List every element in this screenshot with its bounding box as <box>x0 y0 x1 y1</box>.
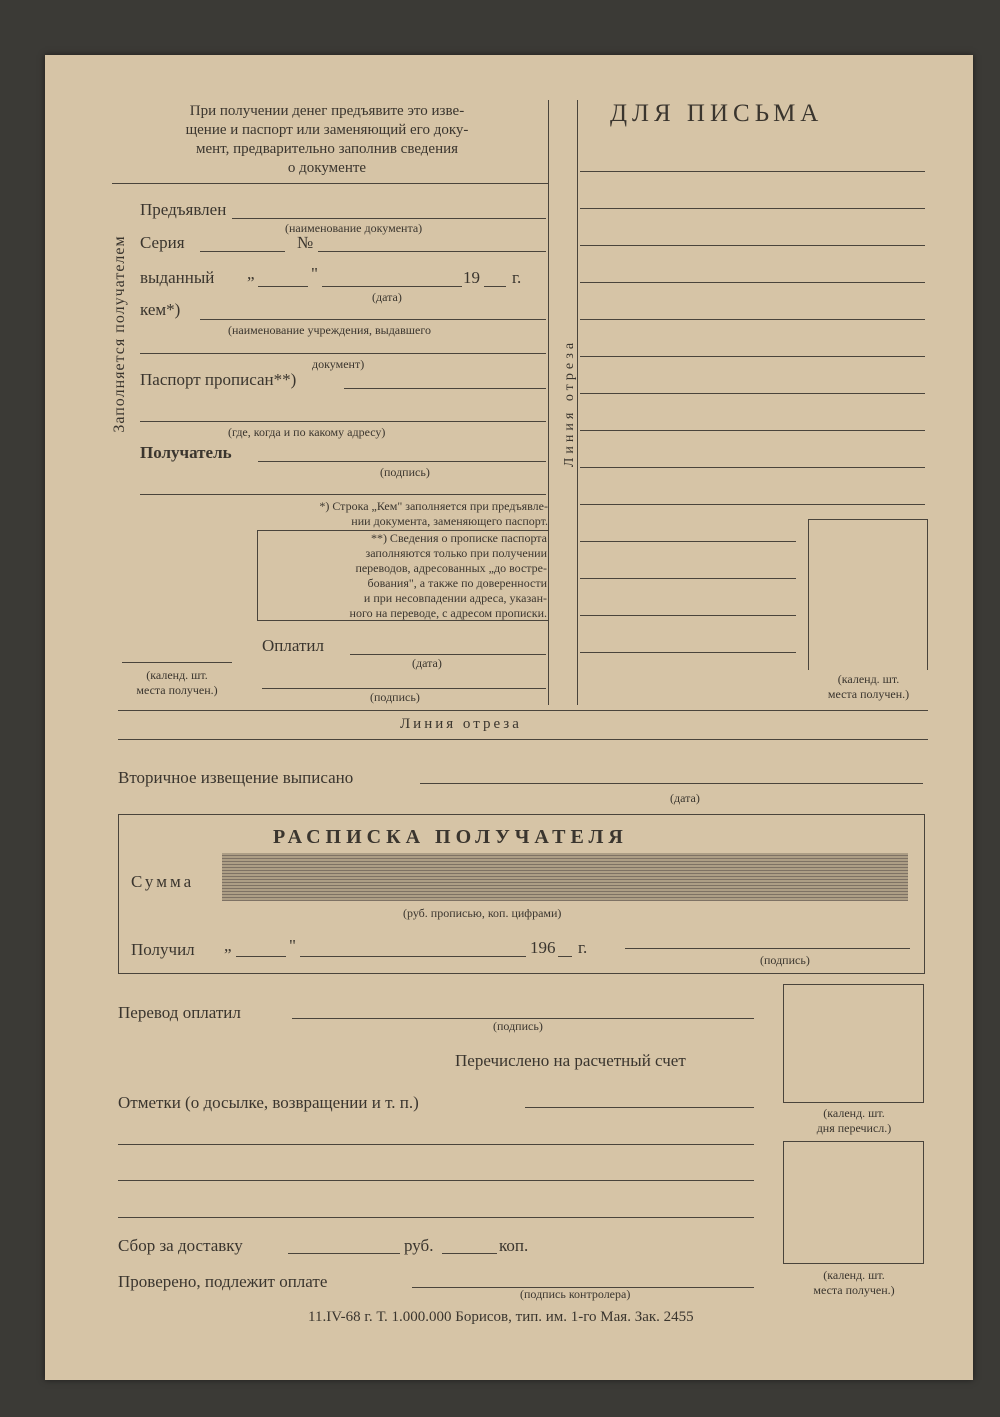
letter-line[interactable] <box>580 393 925 394</box>
paid-date-hint: (дата) <box>412 656 442 670</box>
stamp-left-caption <box>112 668 242 698</box>
footnote-2-line-4: бования", а также по доверенности <box>367 576 547 590</box>
number-field[interactable] <box>318 251 546 252</box>
receipt-title: РАСПИСКА ПОЛУЧАТЕЛЯ <box>273 826 628 848</box>
series-label: Серия <box>140 233 185 252</box>
presented-field[interactable] <box>232 218 546 219</box>
stamp-transfer-caption-1: (календ. шт. <box>823 1106 885 1120</box>
number-label: № <box>297 233 314 252</box>
delivery-fee-rub: руб. <box>404 1236 434 1255</box>
presented-label: Предъявлен <box>140 200 227 219</box>
letter-line[interactable] <box>580 578 796 579</box>
footnote-1-line-2: нии документа, заменяющего паспорт. <box>351 514 548 528</box>
delivery-fee-rub-field[interactable] <box>288 1253 400 1254</box>
letter-line[interactable] <box>580 652 796 653</box>
letter-line[interactable] <box>580 282 925 283</box>
header-line-4: о документе <box>287 160 367 176</box>
where-when-hint: (где, когда и по какому адресу) <box>228 425 386 439</box>
recipient-signature-hint: (подпись) <box>380 465 430 479</box>
vertical-cut-label: Линия отреза <box>562 338 577 468</box>
receipt-sum-hint: (руб. прописью, коп. цифрами) <box>403 906 562 920</box>
letter-line[interactable] <box>580 245 925 246</box>
paid-signature-field[interactable] <box>262 688 546 689</box>
by-whom-field-2[interactable] <box>140 353 546 354</box>
stamp-transfer-caption-2: дня перечисл.) <box>816 1121 892 1135</box>
letter-line[interactable] <box>580 171 925 172</box>
header-instruction <box>112 102 542 178</box>
marks-field-2[interactable] <box>118 1144 754 1145</box>
print-imprint: 11.IV-68 г. Т. 1.000.000 Борисов, тип. им. 1-го Мая. Зак. 2455 <box>308 1309 694 1325</box>
marks-label: Отметки (о досылке, возвращении и т. п.) <box>118 1093 419 1112</box>
header-line-2: щение и паспорт или заменяющий его доку- <box>185 122 469 138</box>
footnote-1-line-1: *) Строка „Кем" заполняется при предъявле- <box>319 499 548 513</box>
delivery-fee-kop-field[interactable] <box>442 1253 497 1254</box>
issued-year-field[interactable] <box>484 286 506 287</box>
letter-line[interactable] <box>580 356 925 357</box>
secondary-notice-field[interactable] <box>420 783 923 784</box>
header-divider <box>112 183 548 184</box>
stamp-left-line <box>122 662 232 663</box>
institution-hint-2: документ) <box>312 357 365 371</box>
receipt-quote-open: „ <box>224 936 232 955</box>
letter-line[interactable] <box>580 208 925 209</box>
marks-field-3[interactable] <box>118 1180 754 1181</box>
passport-reg-field-2[interactable] <box>140 421 546 422</box>
delivery-fee-label: Сбор за доставку <box>118 1236 243 1255</box>
receipt-quote-close: " <box>289 936 296 955</box>
marks-field-4[interactable] <box>118 1217 754 1218</box>
letter-line[interactable] <box>580 319 925 320</box>
left-divider-line <box>548 100 549 705</box>
by-whom-field[interactable] <box>200 319 546 320</box>
header-line-1: При получении денег предъявите это извe- <box>189 103 465 119</box>
transfer-paid-label: Перевод оплатил <box>118 1003 241 1022</box>
paid-date-field[interactable] <box>350 654 546 655</box>
receipt-day-field[interactable] <box>236 956 286 957</box>
recipient-label: Получатель <box>140 443 232 462</box>
transferred-label: Перечислено на расчетный счет <box>455 1051 686 1070</box>
sum-security-band[interactable] <box>222 853 908 901</box>
footnote-2 <box>265 531 547 621</box>
issued-day-field[interactable] <box>258 286 308 287</box>
issued-quote-close: " <box>311 264 318 283</box>
series-field[interactable] <box>200 251 285 252</box>
stamp-received-caption-2: места получен.) <box>813 1283 895 1297</box>
stamp-received-caption-1: (календ. шт. <box>823 1268 885 1282</box>
right-divider-line <box>577 100 578 705</box>
receipt-year-g: г. <box>578 938 588 957</box>
paid-label: Оплатил <box>262 636 324 655</box>
stamp-transfer-box <box>783 984 924 1103</box>
issued-label: выданный <box>140 268 215 287</box>
footnote-2-line-1: **) Сведения о прописке паспорта <box>370 531 547 545</box>
letter-line[interactable] <box>580 430 925 431</box>
cut-line-label: Линия отреза <box>400 716 522 732</box>
stamp-right-caption-1: (календ. шт. <box>837 672 900 686</box>
letter-line[interactable] <box>580 615 796 616</box>
secondary-notice-date-hint: (дата) <box>670 791 700 805</box>
vertical-filled-label: Заполняется получателем <box>111 235 128 433</box>
stamp-right-box <box>808 519 928 670</box>
footnote-2-line-3: переводов, адресованных „до востре- <box>355 561 547 575</box>
receipt-received-label: Получил <box>131 940 195 959</box>
marks-field-1[interactable] <box>525 1107 754 1108</box>
by-whom-label: кем*) <box>140 300 181 319</box>
stamp-right-caption-2: места получен.) <box>827 687 910 701</box>
passport-reg-label: Паспорт прописан**) <box>140 370 297 389</box>
stamp-received-caption <box>783 1268 925 1298</box>
letter-title: ДЛЯ ПИСЬМА <box>610 100 824 127</box>
receipt-year-prefix: 196 <box>530 938 556 957</box>
footnote-2-line-2: заполняются только при получении <box>365 546 547 560</box>
letter-line[interactable] <box>580 504 925 505</box>
issued-month-field[interactable] <box>322 286 462 287</box>
doc-name-hint: (наименование документа) <box>285 221 423 235</box>
recipient-field[interactable] <box>258 461 546 462</box>
cut-line-bottom <box>118 739 928 740</box>
footnote-2-line-6: ного на переводе, с адресом прописки. <box>349 606 547 620</box>
letter-line[interactable] <box>580 467 925 468</box>
paid-signature-hint: (подпись) <box>370 690 420 704</box>
issued-year-prefix: 19 <box>463 268 480 287</box>
footnote-1 <box>200 499 548 529</box>
receipt-signature-hint: (подпись) <box>760 953 810 967</box>
footnote-2-line-5: и при несовпадении адреса, указан- <box>363 591 547 605</box>
stamp-left-caption-2: места получен.) <box>136 683 218 697</box>
issued-year-g: г. <box>512 268 522 287</box>
receipt-year-field[interactable] <box>558 956 572 957</box>
receipt-sum-label: Сумма <box>131 872 195 891</box>
receipt-signature-field[interactable] <box>625 948 910 949</box>
receipt-month-field[interactable] <box>300 956 526 957</box>
controller-signature-hint: (подпись контролера) <box>520 1287 631 1301</box>
stamp-transfer-caption <box>783 1106 925 1136</box>
issued-date-hint: (дата) <box>372 290 402 304</box>
passport-reg-field[interactable] <box>344 388 546 389</box>
transfer-paid-signature-hint: (подпись) <box>493 1019 543 1033</box>
delivery-fee-kop: коп. <box>499 1236 529 1255</box>
verified-label: Проверено, подлежит оплате <box>118 1272 328 1291</box>
stamp-left-caption-1: (календ. шт. <box>146 668 208 682</box>
stamp-received-box <box>783 1141 924 1264</box>
letter-line[interactable] <box>580 541 796 542</box>
stamp-right-caption <box>806 672 931 702</box>
issued-quote-open: „ <box>247 264 255 283</box>
secondary-notice-label: Вторичное извещение выписано <box>118 768 354 787</box>
institution-hint-1: (наименование учреждения, выдавшего <box>228 323 431 337</box>
cut-line-top <box>118 710 928 711</box>
recipient-field-2[interactable] <box>140 494 546 495</box>
header-line-3: мент, предварительно заполнив сведения <box>195 141 459 157</box>
